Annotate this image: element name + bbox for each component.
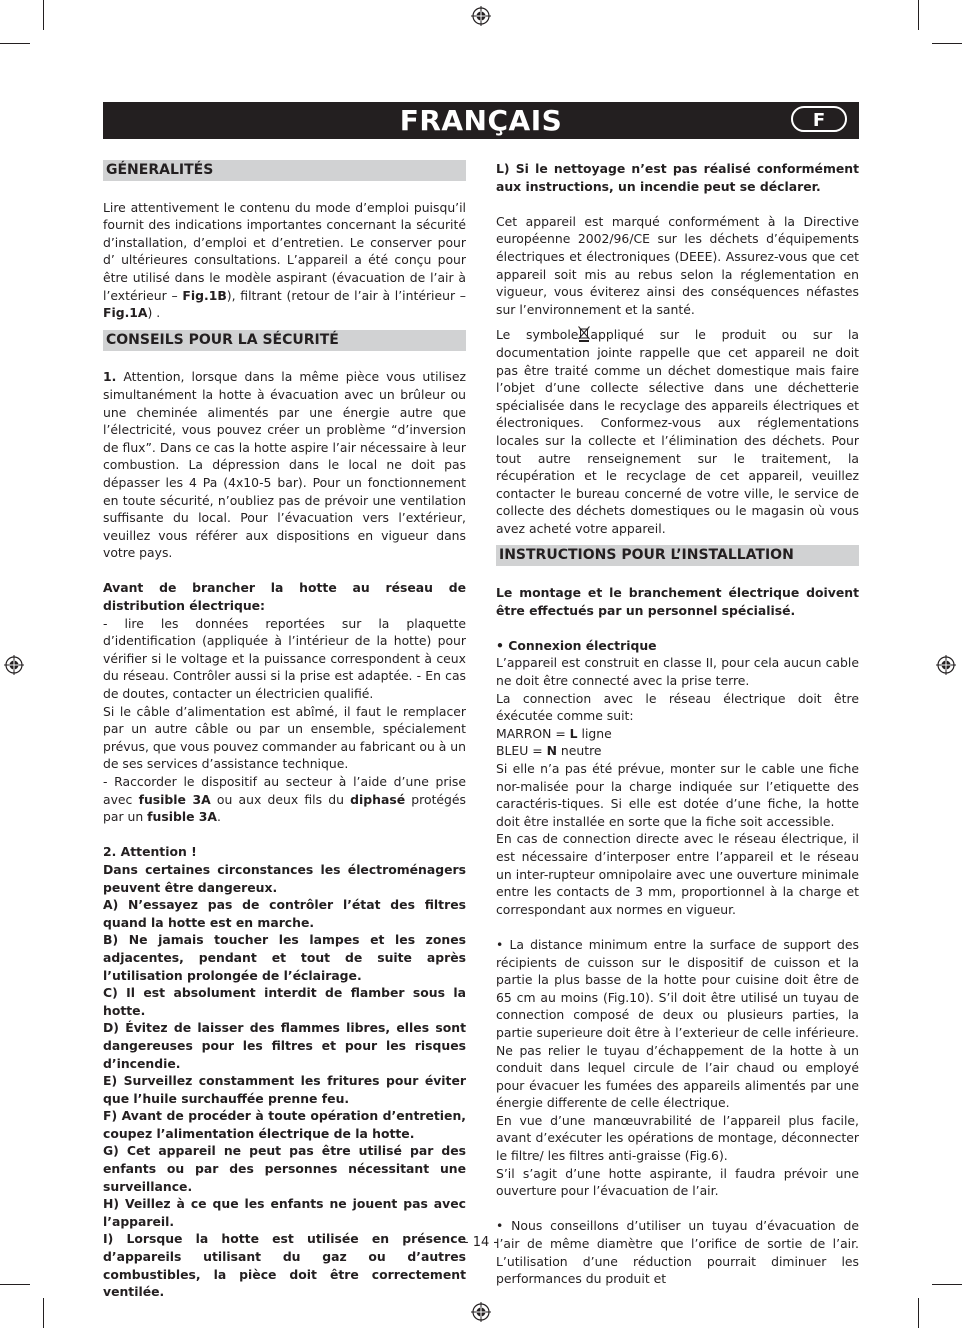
attention-item-h: H) Veillez à ce que les enfants ne jouent pas avec l’appareil.: [103, 1196, 466, 1229]
connexion-heading: • Connexion électrique: [496, 637, 657, 653]
right-column: [496, 160, 859, 1288]
connexion-paragraph-1: L’appareil est construit en classe II, pour cela aucun cable ne doit être connecté avec la prise terre.: [496, 655, 859, 689]
text: ou aux deux fils du: [210, 791, 351, 807]
text: BLEU =: [496, 743, 547, 759]
left-column: [103, 160, 466, 1301]
symbole-paragraph: [496, 326, 859, 537]
section-heading-installation: INSTRUCTIONS POUR L’INSTALLATION: [496, 545, 859, 566]
crop-mark: [0, 43, 30, 44]
attention-item-l: L) Si le nettoyage n’est pas réalisé conformément aux instructions, un incendie peut se déclarer.: [496, 161, 859, 194]
text: Lire attentivement le contenu du mode d’emploi puisqu’il fournit des indications importantes concernant la sécurité d’installation, d’emploi et d’entretien. Le conserver pour d’ ultérieures consultations. L’appareil a été conçu pour être utilisé dans le modèle aspirant (évacuation de l’air à l’extérieur –: [103, 199, 466, 303]
crop-mark: [932, 1284, 962, 1285]
montage-note: Le montage et le branchement électrique doivent être effectués par un personnel spécialisé.: [496, 585, 859, 618]
page-number: - 14 -: [463, 1235, 499, 1250]
text: ) .: [147, 305, 161, 321]
attention-item-g: G) Cet appareil ne peut pas être utilisé par des enfants ou par des personnes nécessitant une surveillance.: [103, 1143, 466, 1194]
text: N: [546, 743, 557, 759]
attention-item-c: C) Il est absolument interdit de flamber sous la hotte.: [103, 985, 466, 1018]
fig-ref: Fig.1A: [103, 305, 148, 321]
registration-mark-icon: [471, 6, 491, 26]
attention-item-f: F) Avant de procéder à toute opération d’entretien, coupez l’alimentation électrique de la hotte.: [103, 1108, 466, 1141]
generalites-paragraph: [103, 199, 466, 322]
crop-mark: [932, 43, 962, 44]
attention-item-a: A) N’essayez pas de contrôler l’état des filtres quand la hotte est en marche.: [103, 897, 466, 930]
text: Attention, lorsque dans la même pièce vous utilisez simultanément la hotte à évacuation avec un brûleur ou une cheminée alimentés par une énergie autre que l’électricité, vous pouvez créer un problème “d’inversion de flux”. Dans ce cas la hotte aspire l’air nécessaire à leur combustion. La dépression dans le local ne doit pas dépasser les 4 Pa (4x10-5 bar). Pour un fonctionnement en toute sécurité, n’oubliez pas de prévoir une ventilation suffisante du local. Pour l’évacuation vers l’extérieur, veuillez vous référer aux dispositions en vigueur dans votre pays.: [103, 369, 466, 561]
crop-mark: [918, 0, 919, 30]
text: appliqué sur le produit ou sur la documentation jointe rappelle que cet appareil ne doit pas être traité comme un déchet domestique mais faire l’objet d’une collecte sélective dans une déchetterie spécialisée dans le recyclage des appareils électriques et électroniques. Conformez-vous aux réglementations locales sur la collecte et l’élimination des déchets. Pour tout autre renseignement sur le traitement, la récupération et le recyclage de cet appareil, veuillez contacter le bureau concerné de votre ville, le service de collecte des déchets domestiques ou le magasin où vous avez acheté votre appareil.: [496, 327, 859, 536]
crop-mark: [918, 1298, 919, 1328]
avant-heading: Avant de brancher la hotte au réseau de distribution électrique:: [103, 580, 466, 614]
text: neutre: [556, 743, 602, 759]
text: ligne: [577, 725, 612, 741]
crop-mark: [0, 1284, 30, 1285]
text: - Raccorder le dispositif au secteur à l’aide d’une prise avec: [103, 774, 466, 807]
aspirante-paragraph: S’il s’agit d’une hotte aspirante, il faudra prévoir une ouverture pour l’évacuation de l’air.: [496, 1165, 859, 1199]
page-title: FRANÇAIS: [399, 104, 563, 137]
crop-mark: [43, 1298, 44, 1328]
attention-item-d: D) Évitez de laisser des flammes libres, elles sont dangereuses pour les filtres et pour les risques d’incendie.: [103, 1020, 466, 1071]
manoeuvrabilite-paragraph: En vue d’une manœuvrabilité de l’appareil plus facile, avant d’exécuter les opérations de montage, déconnecter le filtre/ les filtres anti-graisse (Fig.6).: [496, 1112, 859, 1164]
text: MARRON =: [496, 725, 570, 741]
connexion-paragraph-4: En cas de connection directe avec le réseau électrique, il est nécessaire d’interposer entre l’appareil et le réseau un inter-rupteur omnipolaire avec une ouverture minimale entre les contacts de 3 mm, proportionnel à la charge et correspondant aux normes en vigueur.: [496, 831, 859, 917]
registration-mark-icon: [471, 1302, 491, 1322]
conseil-1-paragraph: [103, 368, 466, 562]
text: protégés par un: [103, 791, 466, 825]
text: L: [569, 725, 578, 741]
text: Le symbole: [496, 327, 579, 343]
crop-mark: [43, 0, 44, 30]
registration-mark-icon: [4, 655, 24, 675]
avant-paragraph-3: [103, 773, 466, 826]
attention-item-i: I) Lorsque la hotte est utilisée en présence d’appareils utilisant du gaz ou d’autres combustibles, la pièce doit être correctement ventilée.: [103, 1231, 466, 1300]
avant-paragraph-1: - lire les données reportées sur la plaquette d’identification (appliquée à l’intérieur de la hotte) pour vérifier si le voltage et la puissance correspondent à ceux du réseau. Contrôler aussi si la prise est adaptée. - En cas de doutes, contacter un électricien qualifié.: [103, 615, 466, 702]
attention-2-intro: Dans certaines circonstances les électroménagers peuvent être dangereux.: [103, 861, 466, 895]
attention-item-e: E) Surveillez constamment les fritures pour éviter que l’huile surchauffée prenne feu.: [103, 1073, 466, 1106]
attention-item-b: B) Ne jamais toucher les lampes et les zones adjacentes, pendant et tout de suite après l’utilisation prolongée de l’éclairage.: [103, 932, 466, 983]
wire-marron: [496, 725, 859, 743]
item-number: 1.: [103, 369, 117, 385]
text: diphasé: [350, 791, 406, 807]
tuyau-paragraph: • Nous conseillons d’utiliser un tuyau d’évacuation de l’air de même diamètre que l’orifice de sortie de l’air. L’utilisation d’une réduction pourrait diminuer les performances du produit et: [496, 1218, 859, 1287]
fig-ref: Fig.1B: [182, 287, 227, 303]
connexion-paragraph-3: Si elle n’a pas été prévue, monter sur le cable une fiche nor-malisée pour la charge indiquée sur l’etiquette des caractéris-tiques. Si elle est dotée d’une fiche, la hotte doit être installée en sorte que la fiche soit accessible.: [496, 761, 859, 829]
connexion-paragraph-2: La connection avec le réseau électrique doit être éxécutée comme suit:: [496, 690, 859, 724]
distance-paragraph: • La distance minimum entre la surface de support des récipients de cuisson sur le dispositif de cuisson et la partie la plus basse de la hotte pour cuisine doit être de 65 cm au moins (Fig.10). S’il doit être utilisé un tuyau de connection composé de deux ou plusieurs parties, la partie superieure doit être à l’exterieur de celle inférieure. Ne pas relier le tuyau d’échappement de la hotte à un conduit dans lequel circule de l’air chaud ou employé pour évacuer les fumées des appareils alimentés par une énergie differente de celle électrique.: [496, 936, 859, 1111]
text: ), filtrant (retour de l’air à l’intérieur –: [226, 287, 466, 303]
wire-bleu: [496, 742, 859, 760]
attention-2-title: 2. Attention !: [103, 844, 197, 860]
language-banner: [103, 102, 859, 139]
section-heading-generalites: GÉNERALITÉS: [103, 160, 466, 181]
language-badge: F: [791, 106, 847, 132]
section-heading-conseils: CONSEILS POUR LA SÉCURITÉ: [103, 330, 466, 351]
weee-bin-icon: [578, 326, 590, 342]
avant-paragraph-2: Si le câble d’alimentation est abîmé, il faut le remplacer par un autre câble ou par un ensemble, spécialement prévus, que vous pouvez commander au fabricant ou à un de ses services d’assistance technique.: [103, 703, 466, 772]
text: fusible 3A: [147, 809, 218, 825]
text: .: [217, 809, 221, 825]
text: fusible 3A: [138, 791, 211, 807]
registration-mark-icon: [936, 655, 956, 675]
deee-paragraph: Cet appareil est marqué conformément à la Directive européenne 2002/96/CE sur les déchets d’équipements électriques et électroniques (DEEE). Assurez-vous que cet appareil soit mis au rebus selon la réglementation en vigueur, vous éviterez ainsi des conséquences néfastes sur l’environnement et la santé.: [496, 213, 859, 317]
